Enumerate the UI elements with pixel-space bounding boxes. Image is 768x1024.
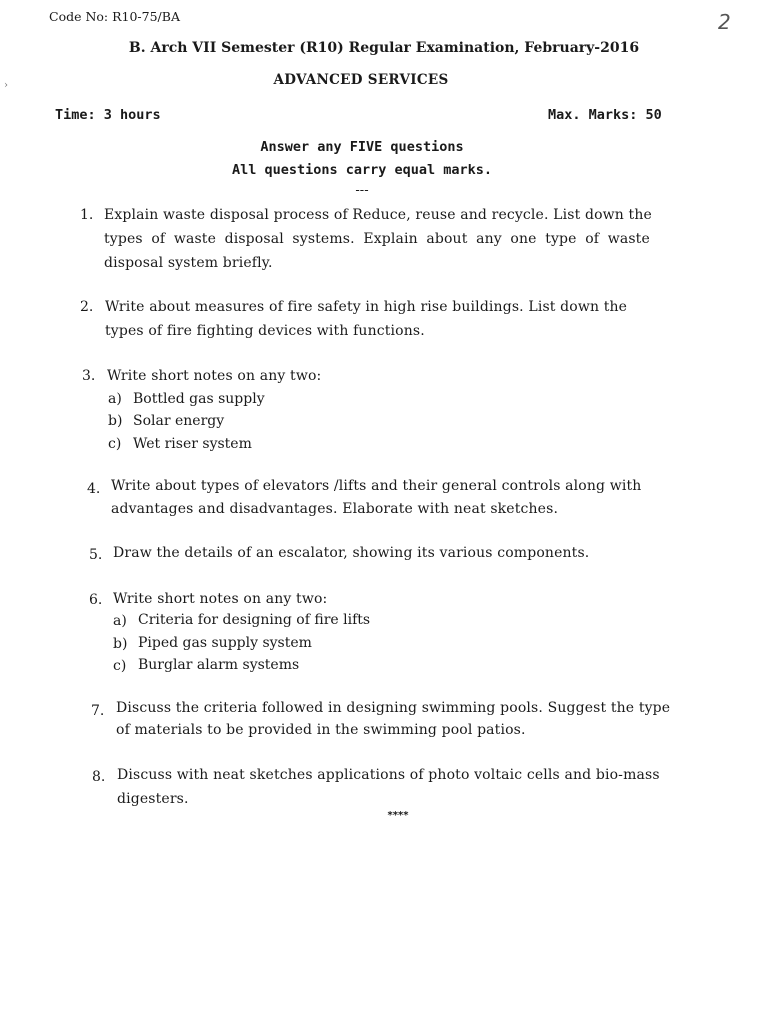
handwritten-page-number: 2 — [718, 10, 731, 34]
question-3-option-c-label: c) — [108, 436, 122, 452]
question-3-option-a-label: a) — [108, 391, 122, 407]
exam-title: B. Arch VII Semester (R10) Regular Examination, February-2016 — [128, 40, 640, 56]
question-4-line-1: Write about types of elevators /lifts and their general controls along with — [111, 478, 642, 494]
question-6-option-a-label: a) — [113, 613, 127, 629]
instruction-equal-marks: All questions carry equal marks. — [231, 162, 493, 178]
question-number-1: 1. — [80, 207, 94, 223]
question-8-line-1: Discuss with neat sketches applications of photo voltaic cells and bio-mass — [117, 767, 660, 783]
question-6-option-a: Criteria for designing of fire lifts — [138, 612, 371, 628]
question-number-5: 5. — [89, 547, 103, 563]
question-3-option-b: Solar energy — [133, 413, 225, 429]
question-number-6: 6. — [89, 592, 103, 608]
question-8-line-2: digesters. — [117, 791, 189, 807]
question-number-7: 7. — [91, 703, 105, 719]
question-2-line-2: types of fire fighting devices with functions. — [105, 323, 425, 339]
question-1-line-2: types of waste disposal systems. Explain about any one type of waste — [104, 231, 650, 247]
question-4-line-2: advantages and disadvantages. Elaborate with neat sketches. — [111, 501, 559, 517]
question-number-4: 4. — [87, 481, 101, 497]
question-6-option-b-label: b) — [113, 636, 128, 652]
code-number: Code No: R10-75/BA — [49, 9, 180, 24]
exam-duration: Time: 3 hours — [55, 107, 161, 123]
question-3-option-b-label: b) — [108, 413, 123, 429]
max-marks: Max. Marks: 50 — [548, 107, 662, 123]
end-of-paper-marker: **** — [387, 810, 409, 821]
question-number-2: 2. — [80, 299, 94, 315]
question-6-line-1: Write short notes on any two: — [113, 591, 328, 607]
question-2-line-1: Write about measures of fire safety in high rise buildings. List down the — [105, 299, 628, 315]
question-1-line-1: Explain waste disposal process of Reduce, reuse and recycle. List down the — [104, 207, 652, 223]
question-6-option-b: Piped gas supply system — [138, 635, 312, 651]
question-7-line-2: of materials to be provided in the swimming pool patios. — [116, 722, 526, 738]
instruction-answer-five: Answer any FIVE questions — [260, 139, 464, 155]
question-1-line-3: disposal system briefly. — [104, 255, 273, 271]
question-number-8: 8. — [92, 769, 106, 785]
question-5-line-1: Draw the details of an escalator, showing its various components. — [113, 545, 590, 561]
question-3-line-1: Write short notes on any two: — [107, 368, 322, 384]
question-3-option-c: Wet riser system — [133, 436, 252, 452]
stray-mark: › — [4, 80, 8, 91]
question-number-3: 3. — [82, 368, 96, 384]
question-7-line-1: Discuss the criteria followed in designing swimming pools. Suggest the type — [116, 700, 671, 716]
subject-title: ADVANCED SERVICES — [273, 72, 449, 88]
instruction-separator: --- — [355, 183, 369, 198]
question-6-option-c-label: c) — [113, 658, 127, 674]
question-6-option-c: Burglar alarm systems — [138, 657, 300, 673]
question-3-option-a: Bottled gas supply — [133, 391, 265, 407]
